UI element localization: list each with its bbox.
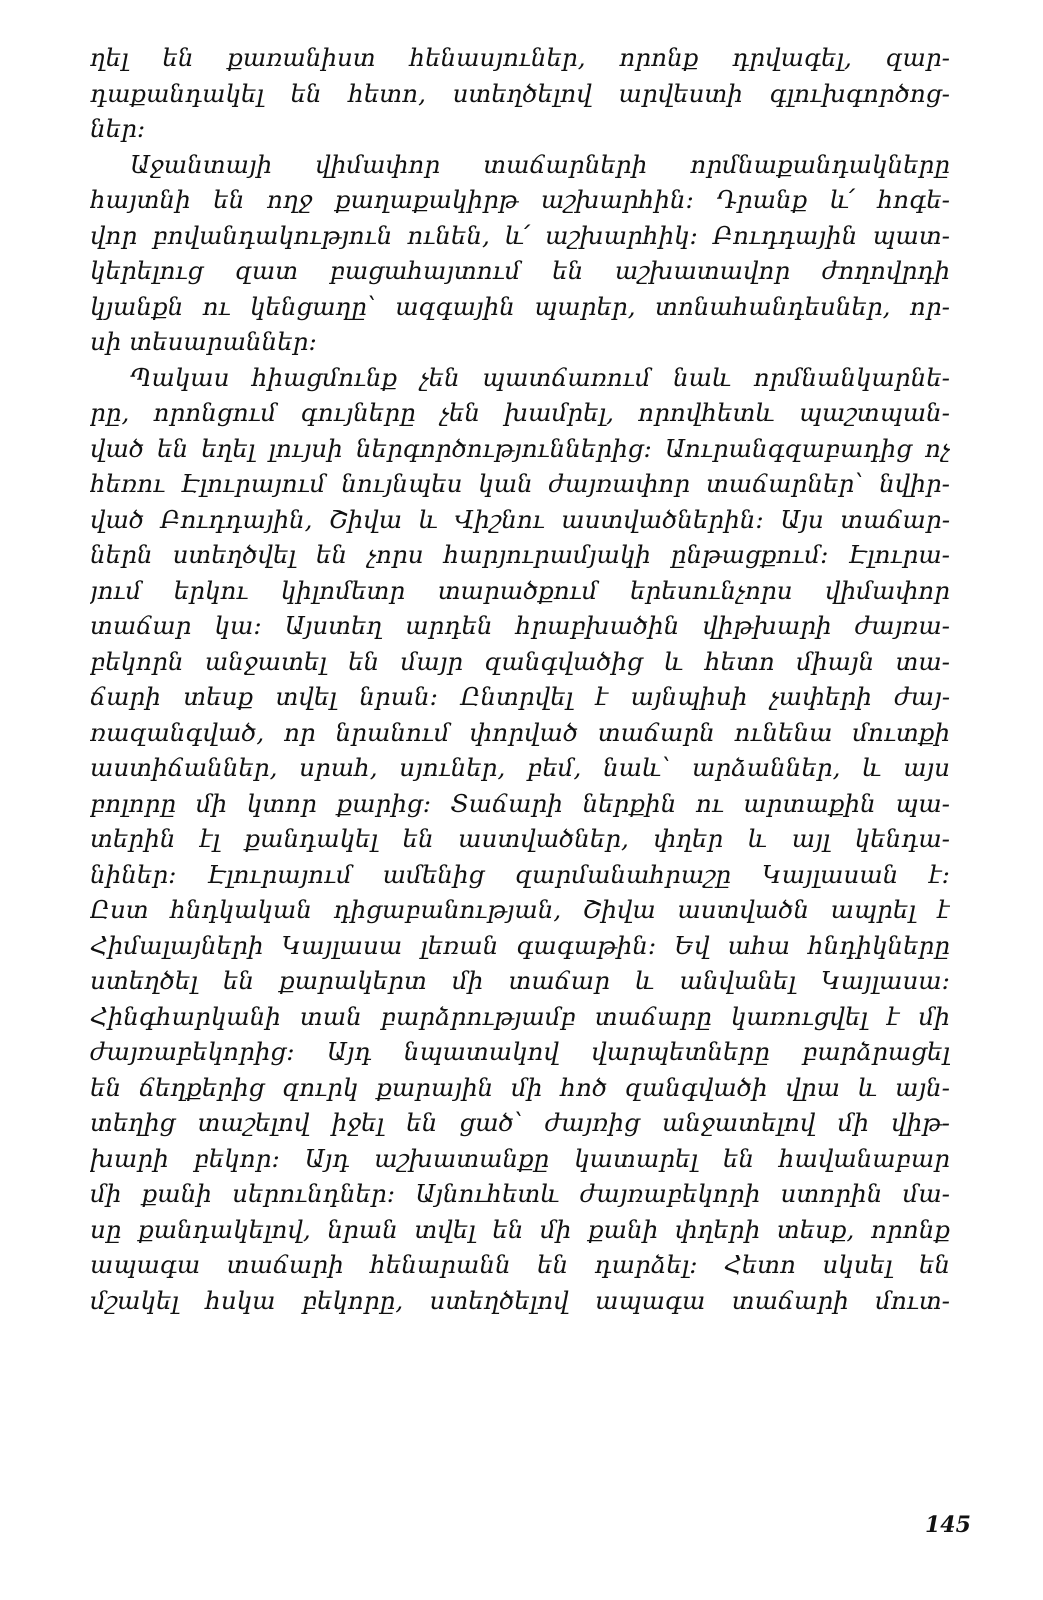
text-line: ված Բուդդային, Շիվա և Վիշնու աստվածներին։ Այս տաճար- bbox=[90, 504, 950, 534]
text-line: յում երկու կիլոմետր տարածքում երեսունչորս վիմափոր bbox=[90, 575, 950, 605]
text-line: Հինգհարկանի տան բարձրությամբ տաճարը կառուցվել է մի bbox=[90, 1001, 950, 1031]
text-line: ճարի տեսք տվել նրան։ Ընտրվել է այնպիսի չափերի ժայ- bbox=[90, 682, 950, 711]
text-line: Հիմալայների Կայլասա լեռան գագաթին։ Եվ ահա հնդիկները bbox=[90, 930, 950, 960]
text-line: հայտնի են ողջ քաղաքակիրթ աշխարհին։ Դրանք և՛ հոգե- bbox=[90, 185, 950, 214]
text-line: կյանքն ու կենցաղը՝ ազգային պարեր, տոնահանդեսներ, որ- bbox=[90, 291, 950, 321]
text-line: Ըստ հնդկական դիցաբանության, Շիվա աստվածն ապրել է bbox=[90, 895, 950, 924]
text-line: մի քանի սերունդներ։ Այնուհետև ժայռաբեկորի ստորին մա- bbox=[90, 1179, 950, 1208]
text-line: ժայռաբեկորից։ Այդ նպատակով վարպետները բարձրացել bbox=[90, 1037, 950, 1066]
text-line: ռազանգված, որ նրանում փորված տաճարն ունենա մուտքի bbox=[90, 717, 950, 747]
paragraph-first-line: Աջանտայի վիմափոր տաճարների որմնաքանդակները bbox=[130, 149, 950, 179]
text-line: ներ։ bbox=[90, 114, 146, 143]
text-line: ստեղծել են քարակերտ մի տաճար և անվանել Կայլասա։ bbox=[90, 966, 950, 995]
text-line: ներն ստեղծվել են չորս հարյուրամյակի ընթացքում։ Էլուրա- bbox=[90, 540, 950, 569]
text-line: աստիճաններ, սրահ, սյուներ, բեմ, նաև՝ արձաններ, և այս bbox=[90, 753, 950, 782]
text-line: խարի բեկոր։ Այդ աշխատանքը կատարել են հավանաբար bbox=[90, 1143, 950, 1173]
text-line: տեղից տաշելով իջել են ցած՝ ժայռից անջատելով մի վիթ- bbox=[90, 1108, 950, 1137]
text-line: մշակել հսկա բեկորը, ստեղծելով ապագա տաճարի մուտ- bbox=[90, 1285, 950, 1315]
text-line: տաճար կա։ Այստեղ արդեն հրաբխածին վիթխարի ժայռա- bbox=[90, 611, 950, 640]
text-line: դաքանդակել են հետո, ստեղծելով արվեստի գլուխգործոց- bbox=[90, 78, 950, 108]
text-line: են ճեղքերից զուրկ քարային մի հոծ զանգվածի վրա և այն- bbox=[90, 1072, 950, 1102]
body-text bbox=[90, 40, 950, 1318]
text-line: ված են եղել լույսի ներգործություններից։ Աուրանգզաբադից ոչ bbox=[90, 433, 950, 463]
text-line: բեկորն անջատել են մայր զանգվածից և հետո միայն տա- bbox=[90, 646, 950, 676]
text-line: սը քանդակելով, նրան տվել են մի քանի փղերի տեսք, որոնք bbox=[90, 1214, 950, 1244]
text-line: ապագա տաճարի հենարանն են դարձել։ Հետո սկսել են bbox=[90, 1250, 950, 1279]
text-line: հեռու Էլուրայում նույնպես կան ժայռափոր տաճարներ՝ նվիր- bbox=[90, 469, 950, 498]
text-line: ղել են քառանիստ հենասյուներ, որոնք դրվագել, զար- bbox=[90, 43, 950, 72]
text-line: բոլորը մի կտոր քարից։ Տաճարի ներքին ու արտաքին պա- bbox=[90, 788, 950, 818]
text-line: վոր բովանդակություն ունեն, և՛ աշխարհիկ։ Բուդդային պատ- bbox=[90, 220, 950, 250]
text-line: տերին էլ քանդակել են աստվածներ, փղեր և այլ կենդա- bbox=[90, 824, 950, 853]
paragraph-first-line: Պակաս հիացմունք չեն պատճառում նաև որմնանկարնե- bbox=[130, 362, 950, 392]
page-number: 145 bbox=[925, 1512, 971, 1538]
text-line: սի տեսարաններ։ bbox=[90, 327, 317, 356]
text-line: նիներ։ Էլուրայում ամենից զարմանահրաշը Կայլասան է։ bbox=[90, 859, 950, 889]
text-line: կերելուց զատ բացահայտում են աշխատավոր ժողովրդի bbox=[90, 256, 950, 285]
text-line: րը, որոնցում գույները չեն խամրել, որովհետև պաշտպան- bbox=[90, 398, 950, 427]
